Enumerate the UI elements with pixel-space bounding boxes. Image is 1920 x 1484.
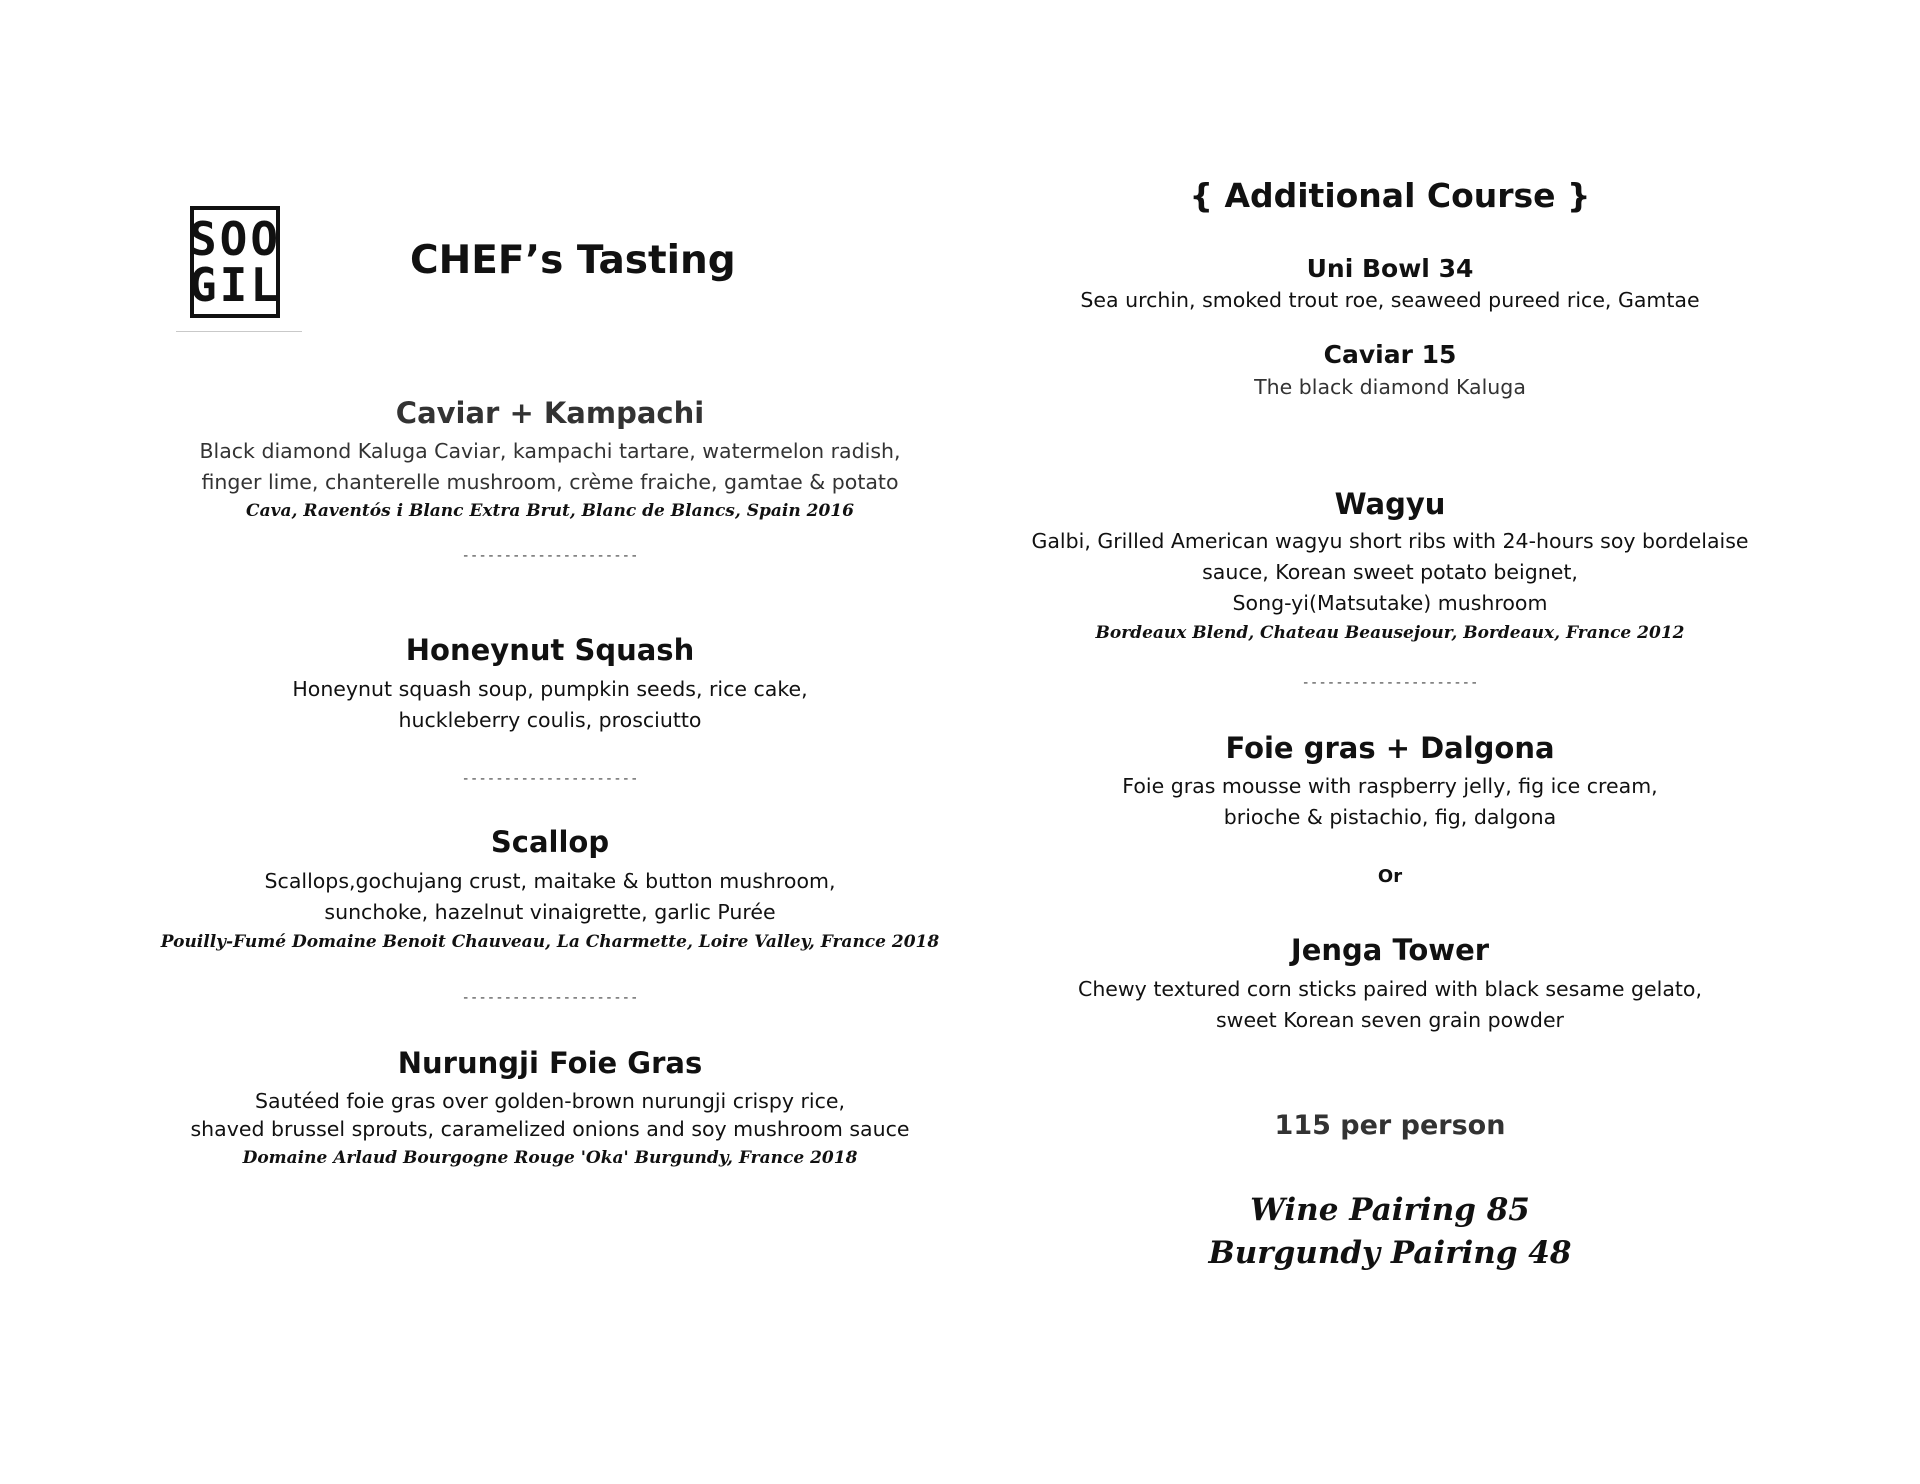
description-line: sweet Korean seven grain powder xyxy=(1216,1008,1564,1032)
wine-pairing-note: Bordeaux Blend, Chateau Beausejour, Bordeaux, France 2012 xyxy=(1095,623,1685,643)
course-title: Caviar + Kampachi xyxy=(395,396,705,430)
course-description xyxy=(1010,974,1770,1036)
divider: --------------------- xyxy=(461,548,639,564)
description-line: Black diamond Kaluga Caviar, kampachi tartare, watermelon radish, xyxy=(199,439,901,463)
divider: --------------------- xyxy=(461,771,639,787)
description-line: huckleberry coulis, prosciutto xyxy=(398,708,702,732)
description-line: brioche & pistachio, fig, dalgona xyxy=(1223,805,1557,829)
addon-description: The black diamond Kaluga xyxy=(1254,375,1526,399)
description-line: finger lime, chanterelle mushroom, crème fraiche, gamtae & potato xyxy=(201,470,899,494)
wine-pairing-note: Pouilly-Fumé Domaine Benoit Chauveau, La Charmette, Loire Valley, France 2018 xyxy=(160,932,940,952)
course-description xyxy=(170,674,930,736)
wine-pairing-note: Cava, Raventós i Blanc Extra Brut, Blanc de Blancs, Spain 2016 xyxy=(246,501,854,521)
price-per-person: 115 per person xyxy=(1274,1110,1506,1141)
description-line: Galbi, Grilled American wagyu short ribs with 24-hours soy bordelaise xyxy=(1031,529,1749,553)
course-description xyxy=(170,1087,930,1143)
course-description xyxy=(1010,771,1770,833)
description-line: Chewy textured corn sticks paired with black sesame gelato, xyxy=(1078,977,1702,1001)
divider: --------------------- xyxy=(1301,675,1479,691)
description-line: sunchoke, hazelnut vinaigrette, garlic Purée xyxy=(324,900,776,924)
logo-line-2: GIL xyxy=(188,258,282,312)
course-description xyxy=(170,866,930,928)
description-line: Foie gras mousse with raspberry jelly, fig ice cream, xyxy=(1122,774,1658,798)
logo-line-1: SOO xyxy=(188,212,282,266)
addon-title: Uni Bowl 34 xyxy=(1306,254,1474,283)
or-separator: Or xyxy=(1377,866,1403,887)
description-line: Song-yi(Matsutake) mushroom xyxy=(1232,591,1548,615)
divider: --------------------- xyxy=(461,990,639,1006)
course-title: Scallop xyxy=(490,825,610,859)
course-description xyxy=(170,436,930,498)
additional-course-heading: { Additional Course } xyxy=(1189,176,1591,215)
course-description xyxy=(1010,526,1770,619)
wine-pairing-price: Wine Pairing 85 xyxy=(1250,1192,1530,1228)
description-line: sauce, Korean sweet potato beignet, xyxy=(1202,560,1578,584)
description-line: Honeynut squash soup, pumpkin seeds, rice cake, xyxy=(292,677,808,701)
burgundy-pairing-price: Burgundy Pairing 48 xyxy=(1208,1235,1572,1271)
additional-course-column xyxy=(1010,0,1770,1484)
page-title: CHEF’s Tasting xyxy=(410,238,736,283)
tasting-menu-column xyxy=(160,0,940,1484)
course-title: Jenga Tower xyxy=(1290,933,1490,967)
description-line: Sautéed foie gras over golden-brown nurungji crispy rice, xyxy=(254,1089,846,1113)
description-line: Scallops,gochujang crust, maitake & button mushroom, xyxy=(264,869,836,893)
course-title: Wagyu xyxy=(1334,487,1446,521)
addon-title: Caviar 15 xyxy=(1323,340,1457,369)
course-title: Honeynut Squash xyxy=(405,633,695,667)
description-line: shaved brussel sprouts, caramelized onions and soy mushroom sauce xyxy=(190,1117,910,1141)
course-title: Nurungji Foie Gras xyxy=(397,1046,703,1080)
addon-description: Sea urchin, smoked trout roe, seaweed pureed rice, Gamtae xyxy=(1080,288,1700,312)
course-title: Foie gras + Dalgona xyxy=(1225,731,1555,765)
wine-pairing-note: Domaine Arlaud Bourgogne Rouge 'Oka' Burgundy, France 2018 xyxy=(242,1148,858,1168)
